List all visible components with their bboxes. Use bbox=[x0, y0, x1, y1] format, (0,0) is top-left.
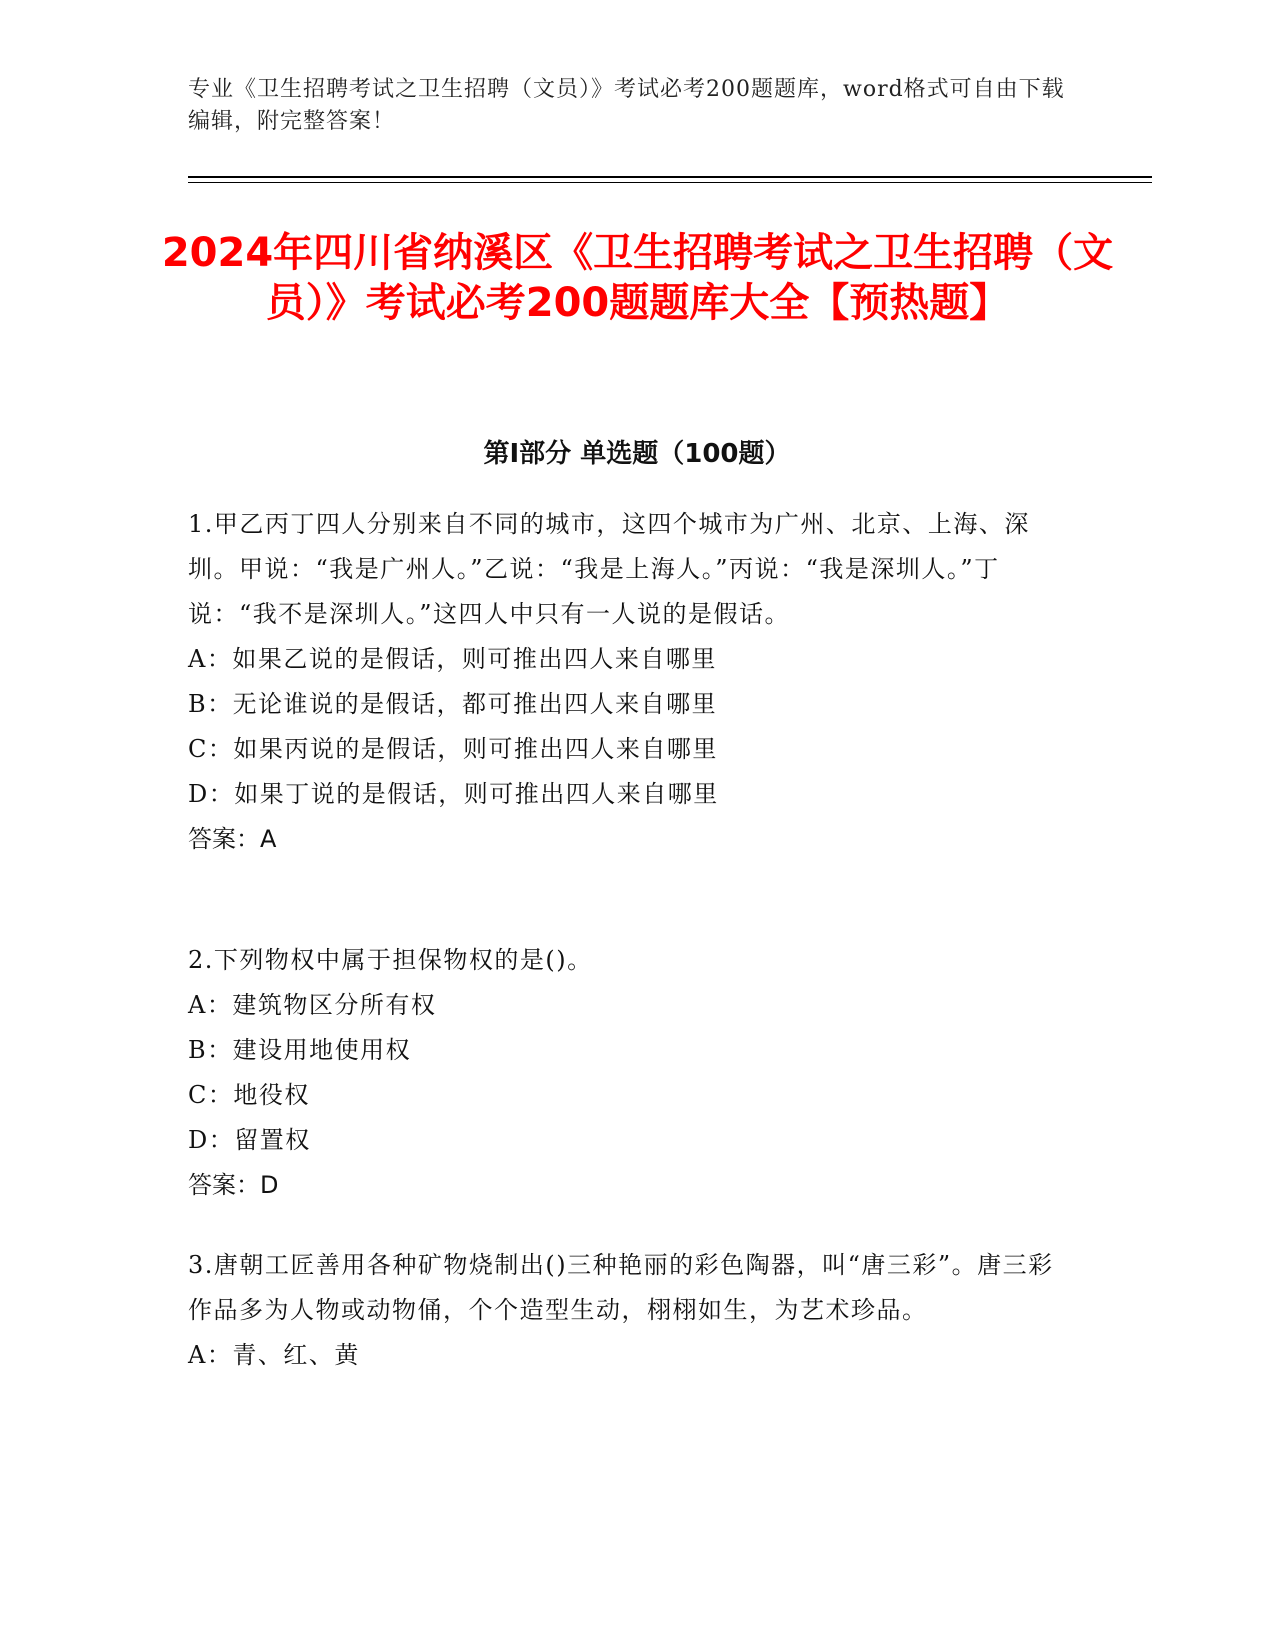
option-a: A：建筑物区分所有权 bbox=[188, 991, 437, 1019]
option-b: B：建设用地使用权 bbox=[188, 1036, 412, 1064]
document-title: 2024年四川省纳溪区《卫生招聘考试之卫生招聘（文员）》考试必考200题题库大全【预热题】 bbox=[161, 230, 1114, 326]
option-a: A：如果乙说的是假话，则可推出四人来自哪里 bbox=[188, 645, 717, 673]
question-2 bbox=[188, 938, 1068, 1208]
option-a: A：青、红、黄 bbox=[188, 1341, 360, 1369]
option-d: D：如果丁说的是假话，则可推出四人来自哪里 bbox=[188, 780, 719, 808]
question-stem: 3.唐朝工匠善用各种矿物烧制出()三种艳丽的彩色陶器，叫“唐三彩”。唐三彩作品多为人物或动物俑，个个造型生动，栩栩如生，为艺术珍品。 bbox=[188, 1251, 1054, 1324]
option-c: C：地役权 bbox=[188, 1081, 310, 1109]
option-c: C：如果丙说的是假话，则可推出四人来自哪里 bbox=[188, 735, 718, 763]
question-stem: 2.下列物权中属于担保物权的是()。 bbox=[188, 946, 593, 974]
answer: 答案：A bbox=[188, 825, 277, 853]
section-title: 第I部分 单选题（100题） bbox=[483, 439, 791, 469]
header-note: 专业《卫生招聘考试之卫生招聘（文员）》考试必考200题题库，word格式可自由下载编辑，附完整答案！ bbox=[188, 77, 1065, 134]
question-1 bbox=[188, 502, 1068, 862]
question-stem: 1.甲乙丙丁四人分别来自不同的城市，这四个城市为广州、北京、上海、深圳。甲说：“我是广州人。”乙说：“我是上海人。”丙说：“我是深圳人。”丁说：“我不是深圳人。”这四人中只有一人说的是假话。 bbox=[188, 510, 1030, 628]
answer: 答案：D bbox=[188, 1171, 279, 1199]
question-3 bbox=[188, 1243, 1068, 1378]
option-b: B：无论谁说的是假话，都可推出四人来自哪里 bbox=[188, 690, 718, 718]
header-divider-thick bbox=[188, 176, 1152, 178]
option-d: D：留置权 bbox=[188, 1126, 311, 1154]
header-divider-thin bbox=[188, 182, 1152, 183]
